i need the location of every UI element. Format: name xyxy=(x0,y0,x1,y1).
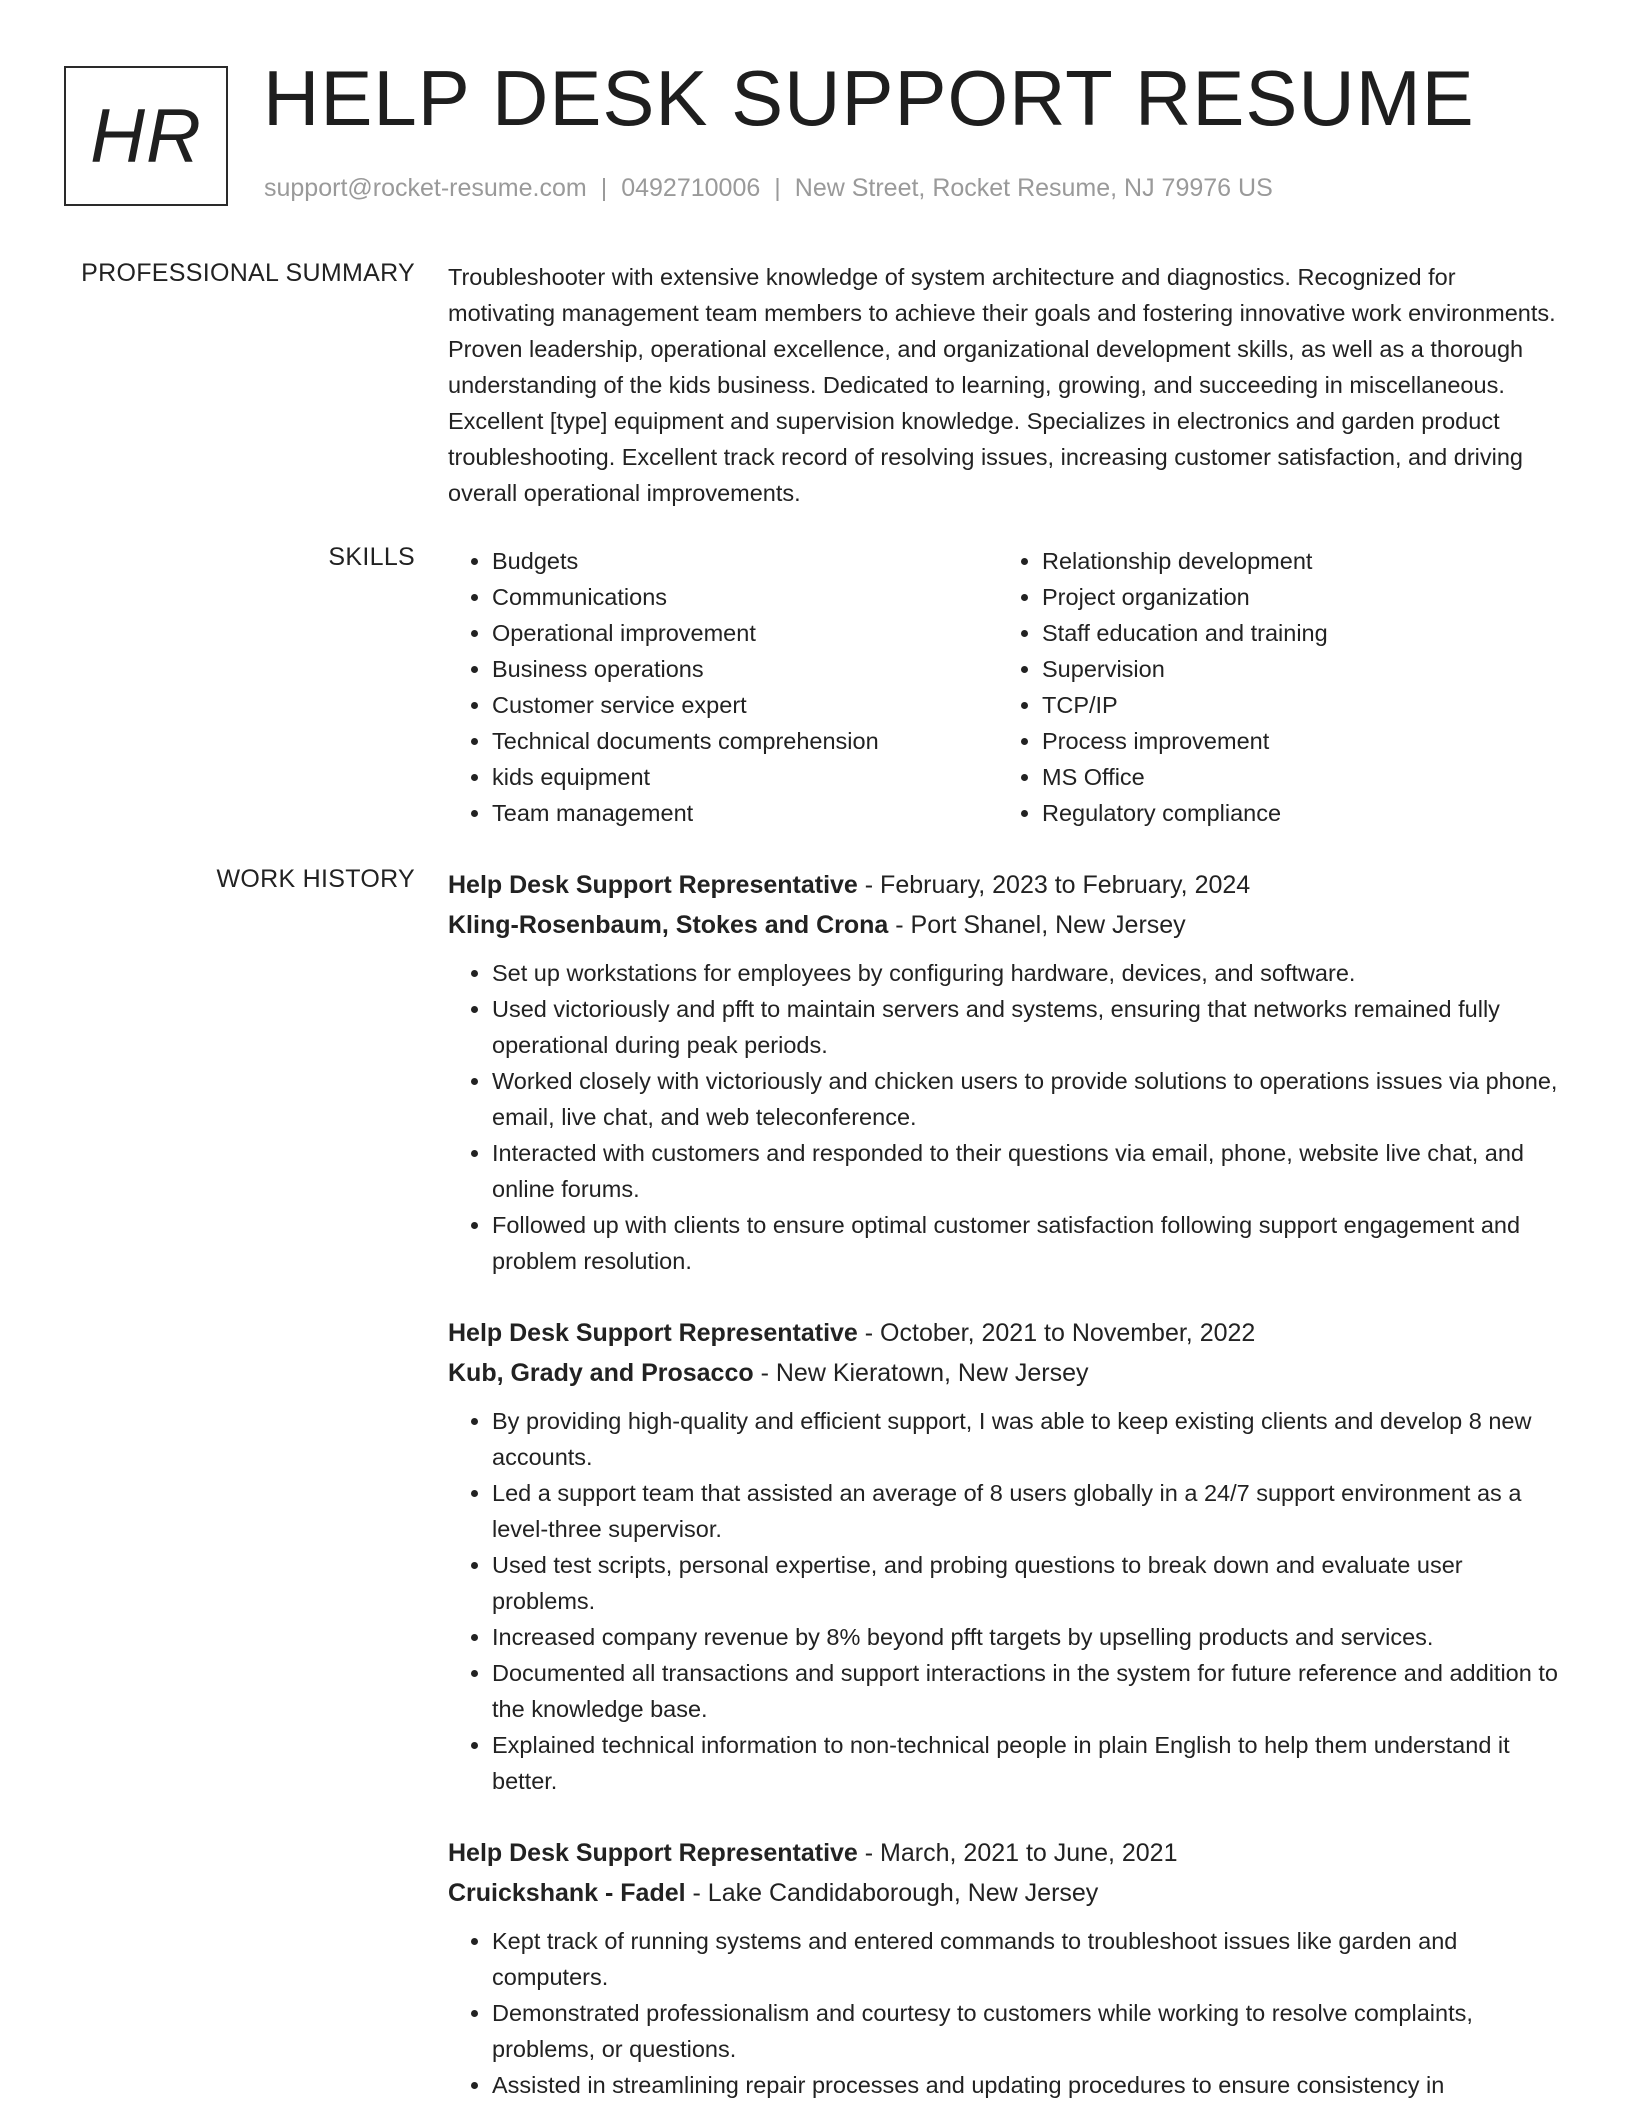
job-bullets xyxy=(448,1923,1568,2103)
job-company: Cruickshank - Fadel xyxy=(448,1879,686,1907)
skill-item: • TCP/IP xyxy=(1042,687,1548,723)
job-bullet: • Increased company revenue by 8% beyond pfft targets by upselling products and services. xyxy=(492,1619,1568,1655)
skill-item: • Budgets xyxy=(492,543,998,579)
job-bullet: • Explained technical information to non-technical people in plain English to help them understand it better. xyxy=(492,1727,1568,1799)
contact-separator: | xyxy=(774,174,781,202)
skill-item: • Technical documents comprehension xyxy=(492,723,998,759)
skills-body xyxy=(448,543,1568,831)
work-history-body xyxy=(448,865,1568,2112)
skills-label: SKILLS xyxy=(328,543,415,571)
job-location: - Port Shanel, New Jersey xyxy=(888,911,1186,939)
skills-list-right xyxy=(998,543,1548,831)
job-employer xyxy=(448,905,1568,945)
skill-item: • Process improvement xyxy=(1042,723,1548,759)
skill-item: • Customer service expert xyxy=(492,687,998,723)
job-bullets xyxy=(448,955,1568,1279)
skill-item: • Relationship development xyxy=(1042,543,1548,579)
resume-title: HELP DESK SUPPORT RESUME xyxy=(263,54,1475,142)
job-title: Help Desk Support Representative xyxy=(448,1839,858,1867)
contact-line xyxy=(264,174,1273,203)
skill-item: • Team management xyxy=(492,795,998,831)
skill-item: • Communications xyxy=(492,579,998,615)
job-bullet: • Assisted in streamlining repair processes and updating procedures to ensure consistency in xyxy=(492,2067,1568,2103)
job-dates: - March, 2021 to June, 2021 xyxy=(857,1839,1178,1867)
summary-text: Troubleshooter with extensive knowledge of system architecture and diagnostics. Recognized for motivating management team members to achieve their goals and fostering innovative work environments. Proven leadership, operational excellence, and organizational development skills, as well as a thorough understanding of the kids business. Dedicated to learning, growing, and succeeding in miscellaneous. Excellent [type] equipment and supervision knowledge. Specializes in electronics and garden product troubleshooting. Excellent track record of resolving issues, increasing customer satisfaction, and driving overall operational improvements. xyxy=(448,264,1556,506)
job-bullets xyxy=(448,1403,1568,1799)
job-location: - Lake Candidaborough, New Jersey xyxy=(685,1879,1099,1907)
job-bullet: • Used victoriously and pfft to maintain servers and systems, ensuring that networks remained fully operational during peak periods. xyxy=(492,991,1568,1063)
job-bullet: • Kept track of running systems and entered commands to troubleshoot issues like garden and computers. xyxy=(492,1923,1568,1995)
job-bullet: • Followed up with clients to ensure optimal customer satisfaction following support engagement and problem resolution. xyxy=(492,1207,1568,1279)
job-employer xyxy=(448,1873,1568,1913)
skill-item: • Operational improvement xyxy=(492,615,998,651)
job-title: Help Desk Support Representative xyxy=(448,871,858,899)
job-entry xyxy=(448,1833,1568,2103)
job-dates: - October, 2021 to November, 2022 xyxy=(857,1319,1256,1347)
job-bullet: • By providing high-quality and efficient support, I was able to keep existing clients and develop 8 new accounts. xyxy=(492,1403,1568,1475)
job-bullet: • Used test scripts, personal expertise, and probing questions to break down and evaluate user problems. xyxy=(492,1547,1568,1619)
job-bullet: • Worked closely with victoriously and chicken users to provide solutions to operations issues via phone, email, live chat, and web teleconference. xyxy=(492,1063,1568,1135)
work-history-label: WORK HISTORY xyxy=(216,865,415,893)
skill-item: • kids equipment xyxy=(492,759,998,795)
job-company: Kling-Rosenbaum, Stokes and Crona xyxy=(448,911,889,939)
job-entry xyxy=(448,1313,1568,1799)
monogram-text: HR xyxy=(90,93,202,179)
contact-email: support@rocket-resume.com xyxy=(264,174,587,202)
skills-list-left xyxy=(448,543,998,831)
job-heading xyxy=(448,1313,1568,1353)
job-title: Help Desk Support Representative xyxy=(448,1319,858,1347)
skill-item: • Business operations xyxy=(492,651,998,687)
job-dates: - February, 2023 to February, 2024 xyxy=(857,871,1251,899)
skill-item: • Regulatory compliance xyxy=(1042,795,1548,831)
skill-item: • Supervision xyxy=(1042,651,1548,687)
skill-item: • Project organization xyxy=(1042,579,1548,615)
skill-item: • MS Office xyxy=(1042,759,1548,795)
job-bullet: • Demonstrated professionalism and courtesy to customers while working to resolve complaints, problems, or questions. xyxy=(492,1995,1568,2067)
job-bullet: • Set up workstations for employees by configuring hardware, devices, and software. xyxy=(492,955,1568,991)
skill-item: • Staff education and training xyxy=(1042,615,1548,651)
job-company: Kub, Grady and Prosacco xyxy=(448,1359,754,1387)
contact-phone: 0492710006 xyxy=(621,174,761,202)
job-entry xyxy=(448,865,1568,1279)
job-heading xyxy=(448,865,1568,905)
job-bullet: • Documented all transactions and support interactions in the system for future reference and addition to the knowledge base. xyxy=(492,1655,1568,1727)
job-heading xyxy=(448,1833,1568,1873)
job-bullet: • Interacted with customers and responded to their questions via email, phone, website live chat, and online forums. xyxy=(492,1135,1568,1207)
summary-label: PROFESSIONAL SUMMARY xyxy=(81,259,415,287)
job-location: - New Kieratown, New Jersey xyxy=(753,1359,1089,1387)
job-bullet: • Led a support team that assisted an average of 8 users globally in a 24/7 support environment as a level-three supervisor. xyxy=(492,1475,1568,1547)
job-employer xyxy=(448,1353,1568,1393)
monogram-logo xyxy=(64,66,228,206)
contact-address: New Street, Rocket Resume, NJ 79976 US xyxy=(794,174,1273,202)
contact-separator: | xyxy=(600,174,608,202)
